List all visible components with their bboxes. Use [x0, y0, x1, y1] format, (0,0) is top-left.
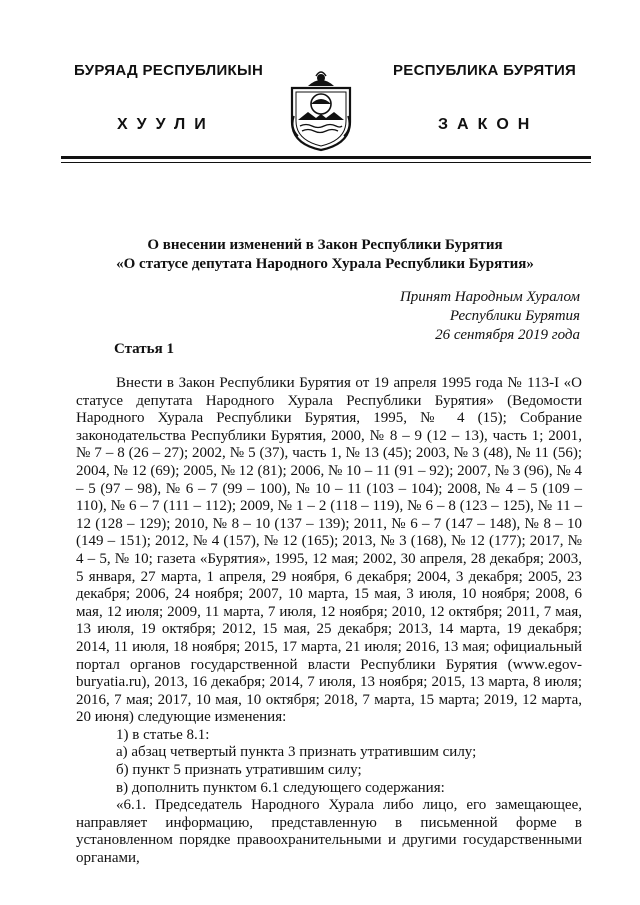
article-body — [76, 375, 582, 868]
adoption-date: 26 сентября 2019 года — [435, 327, 580, 343]
header-left-subtitle: ХУУЛИ — [117, 116, 215, 133]
paragraph: 1) в статье 8.1: — [116, 726, 210, 743]
paragraph: б) пункт 5 признать утратившим силу; — [116, 762, 362, 779]
title-line-2: «О статусе депутата Народного Хурала Республики Бурятия» — [116, 256, 534, 272]
header-right-title: РЕСПУБЛИКА БУРЯТИЯ — [393, 62, 577, 79]
header-rule-thin — [61, 162, 591, 163]
coat-of-arms-emblem — [288, 70, 354, 152]
header-rule-thick — [61, 156, 591, 159]
article-heading: Статья 1 — [114, 341, 174, 357]
header-right-subtitle: ЗАКОН — [438, 116, 539, 133]
adoption-line-2: Республики Бурятия — [449, 308, 580, 324]
paragraph: Внести в Закон Республики Бурятия от 19 апреля 1995 года № 113-I «О статусе депутата Народного Хурала Республики Бурятия» (Ведомости Народного Хурала Республики Бурятия, 1995, № 4 (15); Собрание законодательства Республики Бурятия, 2000, № 8 – 9 (12 – 13), часть 1; 2001, № 7 – 8 (26 – 27); 2002, № 5 (37), часть 1, № 13 (45); 2003, № 3 (48), № 11 (56); 2004, № 12 (69); 2005, № 12 (81); 2006, № 10 – 11 (91 – 92); 2007, № 3 (96), № 4 – 5 (97 – 98), № 6 – 7 (99 – 100), № 10 – 11 (103 – 104); 2008, № 4 – 5 (109 – 110), № 6 – 7 (111 – 112); 2009, № 1 – 2 (118 – 119), № 6 – 8 (123 – 125), № 11 – 12 (128 – 129); 2010, № 8 – 10 (137 – 139); 2011, № 6 – 7 (147 – 148), № 8 – 10 (149 – 151); 2012, № 4 (157), № 12 (165); 2013, № 3 (168), № 12 (177); 2017, № 4 – 5, № 10; газета «Бурятия», 1995, 12 мая; 2002, 30 апреля, 28 декабря; 2003, 5 января, 27 марта, 1 апреля, 29 ноября, 6 декабря; 2004, 3 декабря; 2005, 23 декабря; 2006, 24 ноября; 2007, 10 марта, 15 мая, 3 июля, 10 ноября; 2008, 6 мая, 12 июля; 2009, 11 марта, 7 июля, 12 ноября; 2010, 12 октября; 2011, 7 мая, 13 июля, 19 октября; 2012, 15 мая, 25 декабря; 2013, 14 марта, 19 декабря; 2014, 11 июля, 18 ноября; 2015, 17 марта, 21 июля; 2016, 13 мая; официальный портал органов государственной власти Республики Бурятия (www.egov-buryatia.ru), 2013, 16 декабря; 2014, 7 июля, 13 ноября; 2015, 13 марта, 8 июля; 2016, 7 мая; 2017, 10 мая, 10 октября; 2018, 7 марта, 15 марта; 2019, 12 марта, 20 июня) следующие изменения: — [76, 375, 582, 726]
paragraph: в) дополнить пунктом 6.1 следующего содержания: — [116, 779, 445, 796]
paragraph: а) абзац четвертый пункта 3 признать утратившим силу; — [116, 744, 477, 761]
adoption-note — [400, 288, 580, 345]
document-title — [60, 236, 590, 274]
header-left-title: БУРЯАД РЕСПУБЛИКЫН — [74, 62, 264, 79]
title-line-1: О внесении изменений в Закон Республики Бурятия — [147, 237, 503, 253]
adoption-line-1: Принят Народным Хуралом — [399, 289, 580, 305]
paragraph: «6.1. Председатель Народного Хурала либо лицо, его замещающее, направляет информацию, представленную в письменной форме в установленном порядке правоохранительными и другими государственными органами, — [76, 797, 582, 867]
